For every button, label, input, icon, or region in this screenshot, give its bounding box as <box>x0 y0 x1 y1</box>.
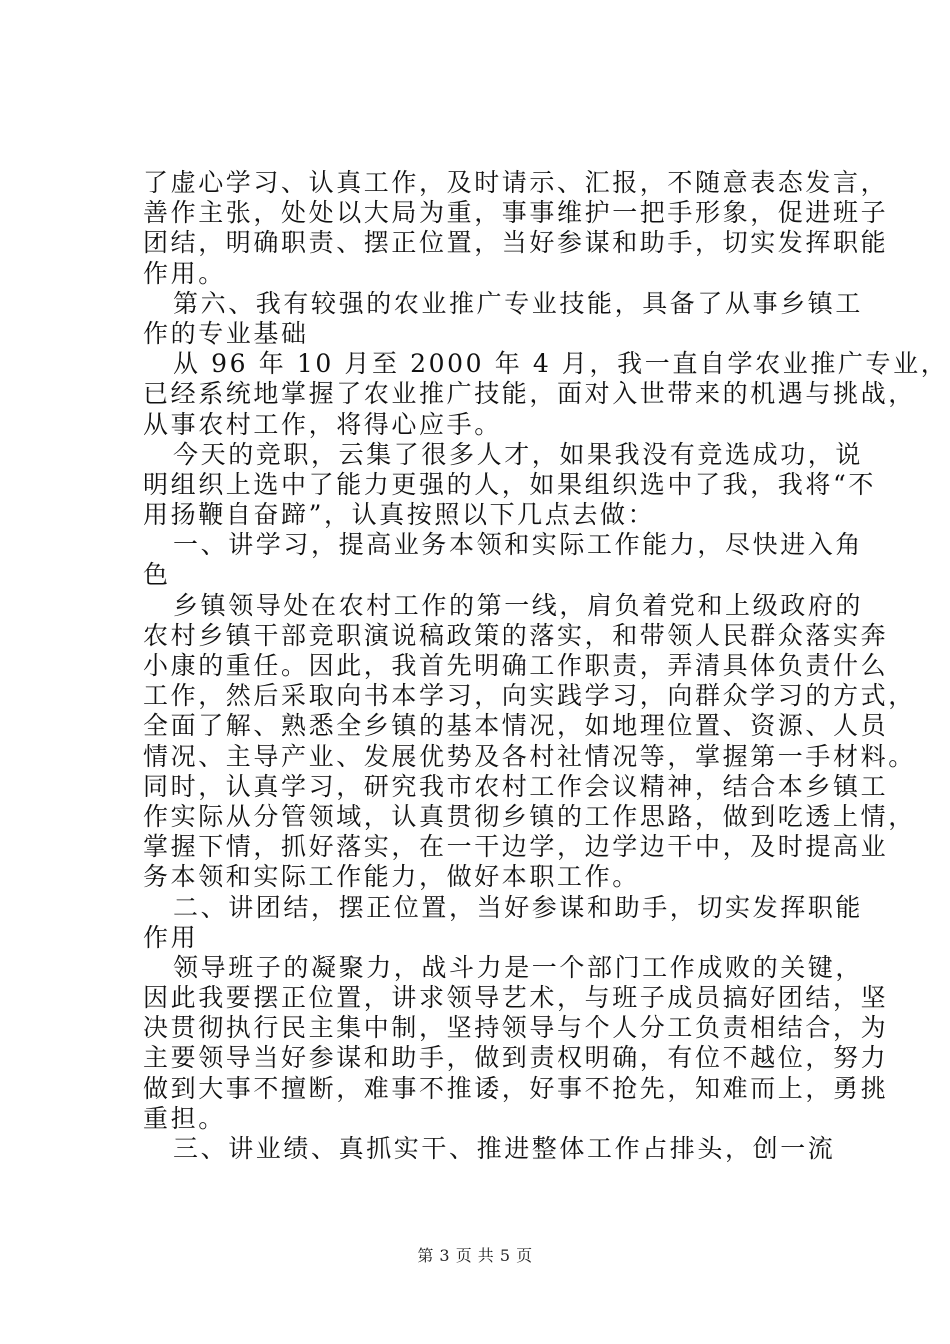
text-line: 决贯彻执行民主集中制，坚持领导与个人分工负责相结合，为 <box>143 1013 889 1043</box>
text-line: 团结，明确职责、摆正位置，当好参谋和助手，切实发挥职能 <box>143 228 889 258</box>
text-line: 作的专业基础 <box>143 318 309 348</box>
text-line: 从事农村工作，将得心应手。 <box>143 409 502 439</box>
text-line: 掌握下情，抓好落实，在一干边学，边学边干中，及时提高业 <box>143 832 889 862</box>
text-line: 工作，然后采取向书本学习，向实践学习，向群众学习的方式， <box>143 681 916 711</box>
text-line: 情况、主导产业、发展优势及各村社情况等，掌握第一手材料。 <box>143 741 916 771</box>
text-line: 明组织上选中了能力更强的人，如果组织选中了我，我将“不 <box>143 469 876 499</box>
text-line: 三、讲业绩、真抓实干、推进整体工作占排头，创一流 <box>173 1134 836 1163</box>
body-text <box>143 168 949 1164</box>
text-line: 领导班子的凝聚力，战斗力是一个部门工作成败的关键， <box>173 952 864 982</box>
text-line: 小康的重任。因此，我首先明确工作职责，弄清具体负责什么 <box>143 651 889 680</box>
text-line: 农村乡镇干部竞职演说稿政策的落实，和带领人民群众落实奔 <box>143 620 889 650</box>
text-line: 善作主张，处处以大局为重，事事维护一把手形象，促进班子 <box>143 198 889 228</box>
text-line: 用扬鞭自奋蹄”，认真按照以下几点去做： <box>143 500 656 530</box>
text-line: 作用。 <box>143 258 226 288</box>
text-line: 色 <box>143 560 171 590</box>
text-line: 已经系统地掌握了农业推广技能，面对入世带来的机遇与挑战， <box>143 379 916 409</box>
text-line: 今天的竞职，云集了很多人才，如果我没有竞选成功，说 <box>173 439 864 469</box>
text-line: 作用 <box>143 922 199 952</box>
page-number-footer: 第 3 页 共 5 页 <box>417 1246 533 1265</box>
text-line: 一、讲学习，提高业务本领和实际工作能力，尽快进入角 <box>173 530 864 560</box>
text-line: 同时，认真学习，研究我市农村工作会议精神，结合本乡镇工 <box>143 771 889 801</box>
text-line: 第六、我有较强的农业推广专业技能，具备了从事乡镇工 <box>173 288 864 318</box>
text-line: 务本领和实际工作能力，做好本职工作。 <box>143 862 640 892</box>
text-line: 从 96 年 10 月至 2000 年 4 月，我一直自学农业推广专业， <box>173 349 949 379</box>
text-line: 因此我要摆正位置，讲求领导艺术，与班子成员搞好团结，坚 <box>143 983 889 1013</box>
text-line: 二、讲团结，摆正位置，当好参谋和助手，切实发挥职能 <box>173 892 864 922</box>
text-line: 了虚心学习、认真工作，及时请示、汇报，不随意表态发言， <box>143 168 889 197</box>
text-line: 做到大事不擅断，难事不推诿，好事不抢先，知难而上，勇挑 <box>143 1073 889 1103</box>
text-line: 重担。 <box>143 1103 226 1133</box>
text-line: 主要领导当好参谋和助手，做到责权明确，有位不越位，努力 <box>143 1043 889 1073</box>
text-line: 全面了解、熟悉全乡镇的基本情况，如地理位置、资源、人员 <box>143 711 889 741</box>
text-line: 乡镇领导处在农村工作的第一线，肩负着党和上级政府的 <box>173 590 864 620</box>
text-line: 作实际从分管领域，认真贯彻乡镇的工作思路，做到吃透上情， <box>143 801 916 831</box>
